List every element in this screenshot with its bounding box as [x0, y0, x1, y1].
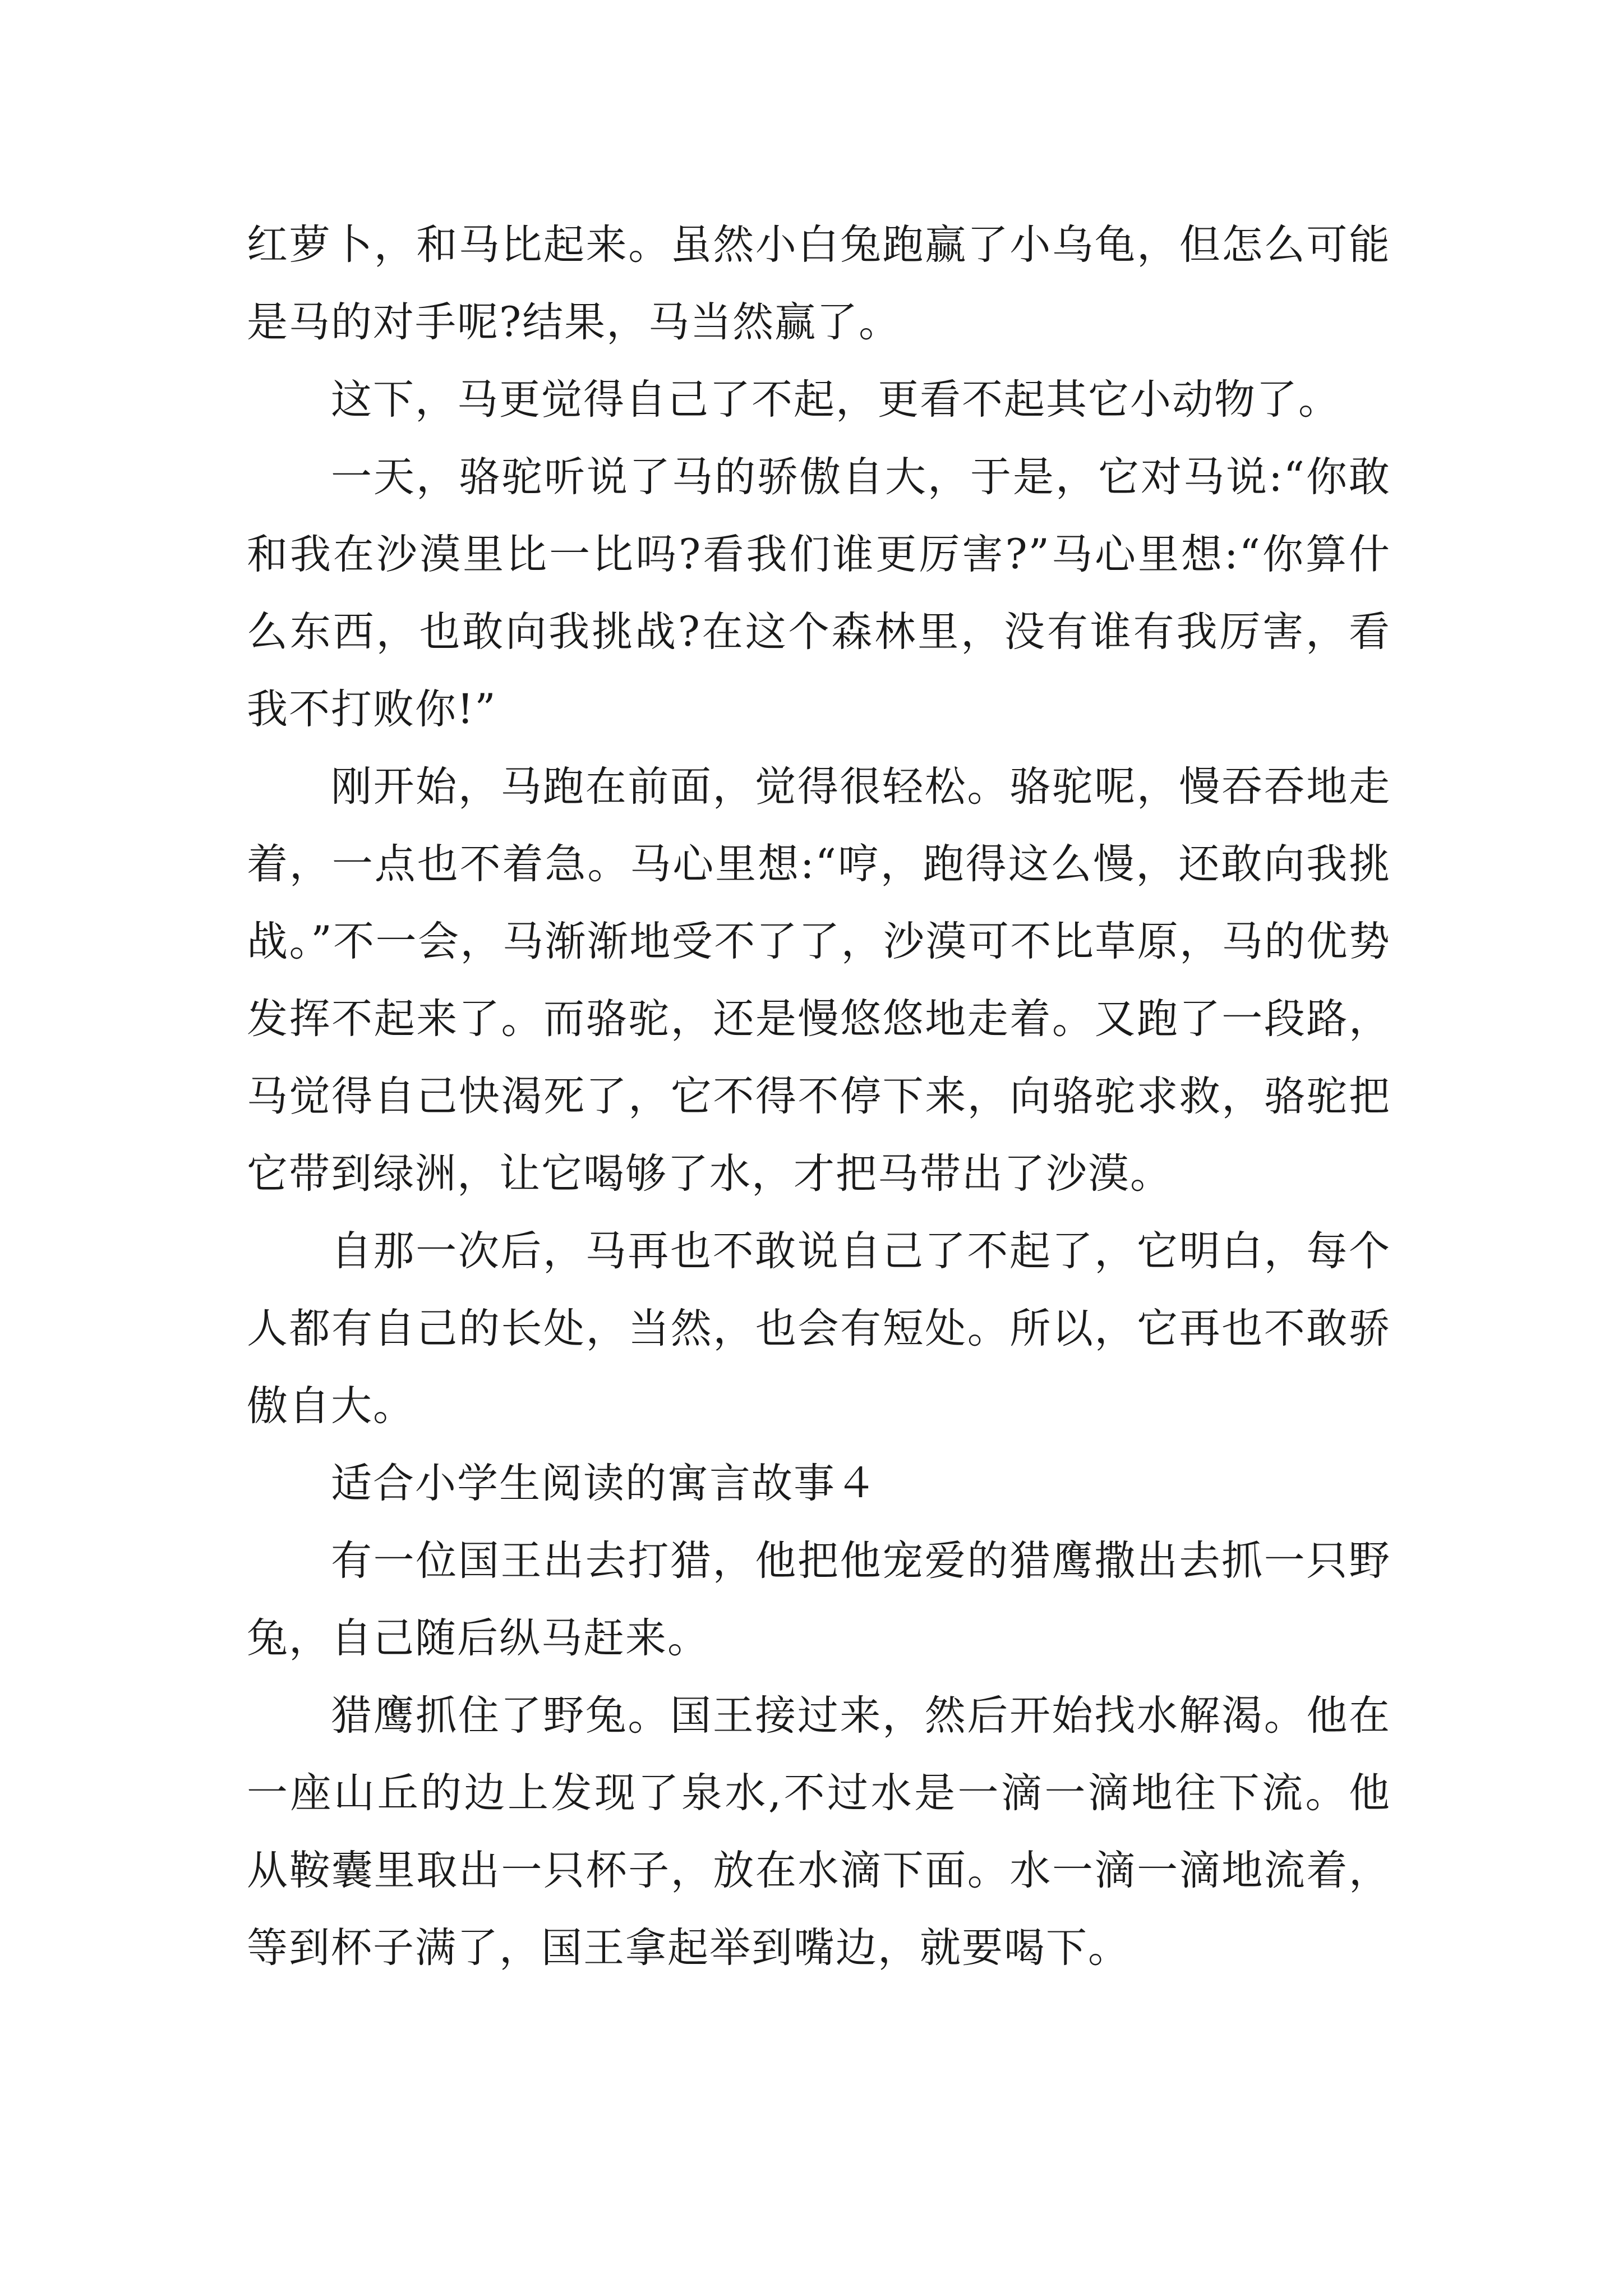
- paragraph: 一天，骆驼听说了马的骄傲自大，于是，它对马说:“你敢和我在沙漠里比一比吗?看我们谁更厉害?”马心里想:“你算什么东西，也敢向我挑战?在这个森林里，没有谁有我厉害，看我不打败你!”: [247, 453, 1391, 733]
- paragraph: 自那一次后，马再也不敢说自己了不起了，它明白，每个人都有自己的长处，当然，也会有短处。所以，它再也不敢骄傲自大。: [247, 1227, 1391, 1430]
- paragraph: 这下，马更觉得自己了不起，更看不起其它小动物了。: [331, 376, 1340, 424]
- paragraph-continuation: 红萝卜，和马比起来。虽然小白兔跑赢了小乌龟，但怎么可能是马的对手呢?结果，马当然赢了。: [247, 221, 1391, 346]
- section-heading: 适合小学生阅读的寓言故事４: [331, 1460, 878, 1507]
- paragraph: 有一位国王出去打猎，他把他宠爱的猎鹰撒出去抓一只野兔，自己随后纵马赶来。: [247, 1537, 1391, 1662]
- paragraph: 猎鹰抓住了野兔。国王接过来，然后开始找水解渴。他在一座山丘的边上发现了泉水,不过水是一滴一滴地往下流。他从鞍囊里取出一只杯子，放在水滴下面。水一滴一滴地流着，等到杯子满了，国王拿起举到嘴边，就要喝下。: [247, 1692, 1391, 1972]
- paragraph: 刚开始，马跑在前面，觉得很轻松。骆驼呢，慢吞吞地走着，一点也不着急。马心里想:“哼，跑得这么慢，还敢向我挑战。”不一会，马渐渐地受不了了，沙漠可不比草原，马的优势发挥不起来了。而骆驼，还是慢悠悠地走着。又跑了一段路，马觉得自己快渴死了，它不得不停下来，向骆驼求救，骆驼把它带到绿洲，让它喝够了水，才把马带出了沙漠。: [247, 763, 1391, 1198]
- document-body: [247, 206, 1391, 1987]
